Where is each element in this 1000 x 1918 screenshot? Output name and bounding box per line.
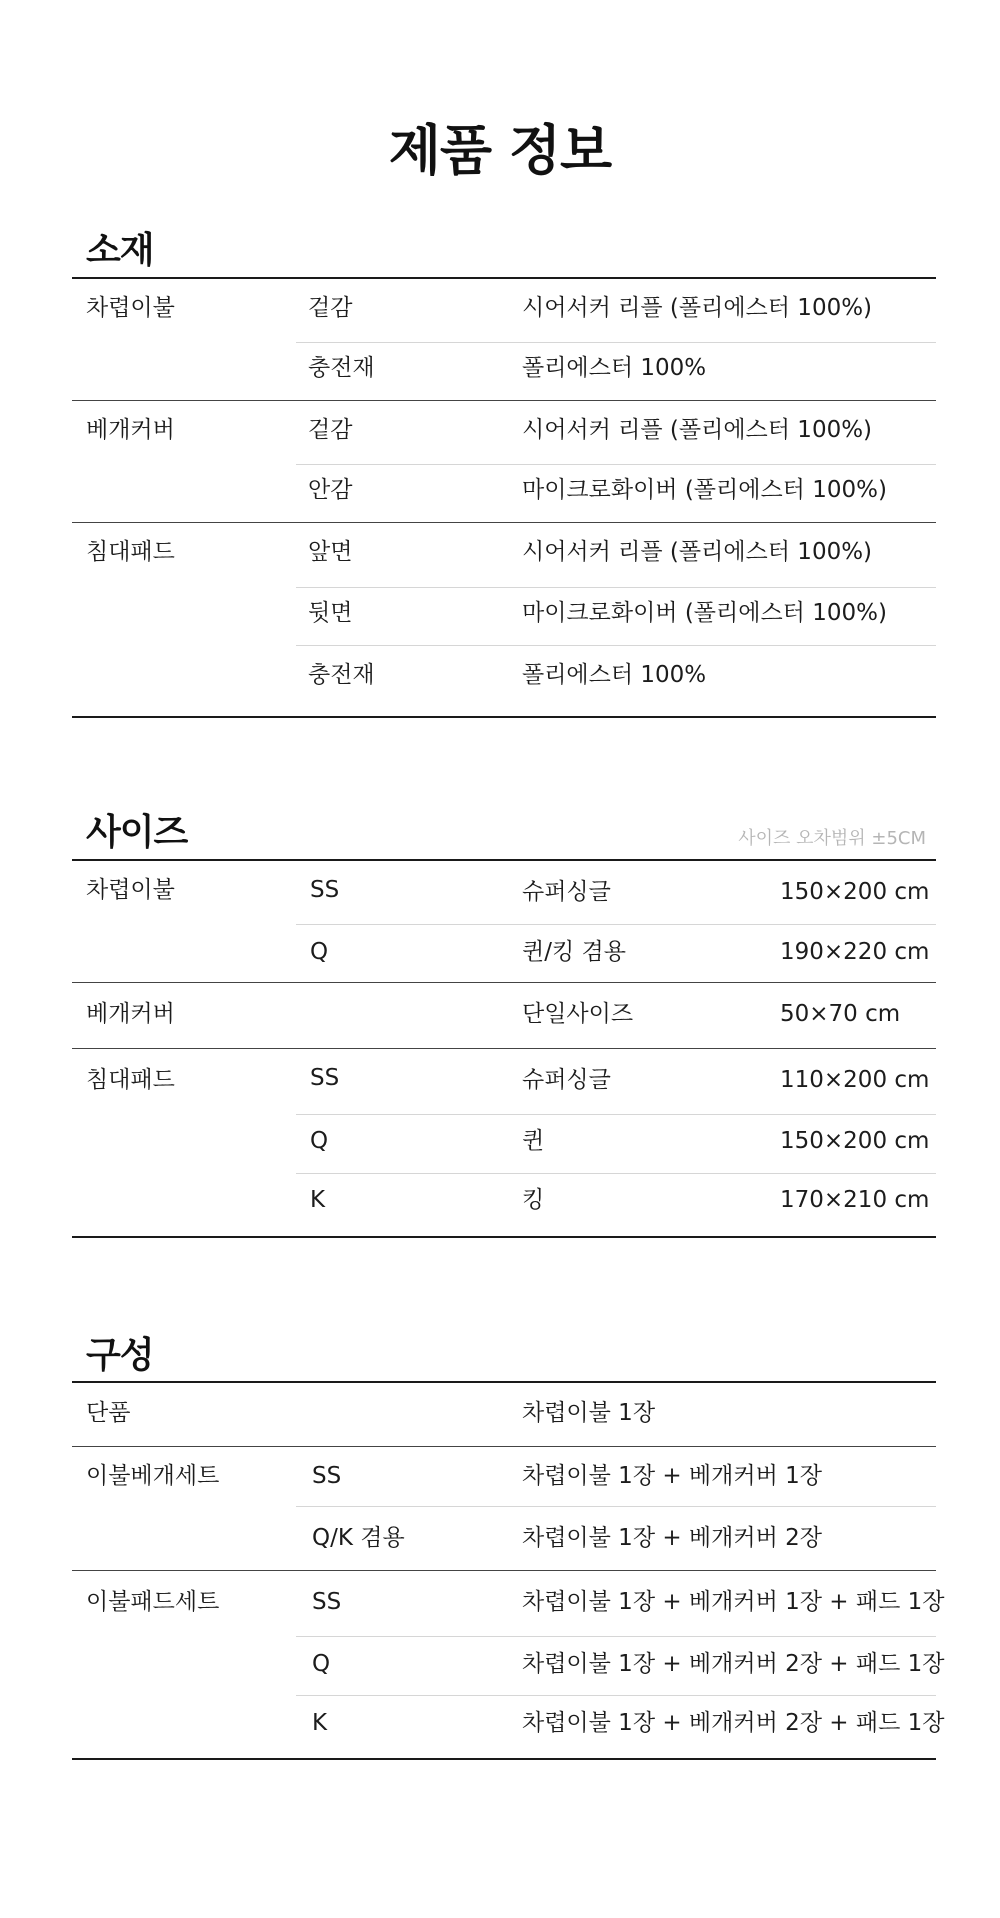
composition-group-name: 이불베개세트 — [86, 1463, 220, 1489]
material-value: 시어서커 리플 (폴리에스터 100%) — [522, 539, 873, 565]
material-group-name: 침대패드 — [86, 539, 175, 565]
composition-heading: 구성 — [86, 1335, 154, 1376]
composition-group-name: 단품 — [86, 1400, 131, 1426]
size-heading: 사이즈 — [86, 812, 188, 853]
size-group-name: 차렵이불 — [86, 877, 175, 903]
page-title: 제품 정보 — [388, 119, 612, 182]
divider — [296, 924, 936, 925]
divider — [296, 1695, 936, 1696]
divider — [296, 1114, 936, 1115]
divider — [72, 982, 936, 983]
composition-contents: 차렵이불 1장 — [522, 1400, 656, 1426]
size-label: 단일사이즈 — [522, 1001, 634, 1027]
size-code: SS — [310, 1065, 340, 1091]
material-value: 마이크로화이버 (폴리에스터 100%) — [522, 477, 887, 503]
divider — [296, 587, 936, 588]
size-code: SS — [310, 877, 340, 903]
size-code: Q — [310, 939, 329, 965]
divider — [72, 716, 936, 718]
size-label: 슈퍼싱글 — [522, 879, 611, 905]
divider — [72, 1570, 936, 1571]
material-value: 마이크로화이버 (폴리에스터 100%) — [522, 600, 887, 626]
material-group-name: 차렵이불 — [86, 295, 175, 321]
size-dims: 110×200 cm — [780, 1067, 930, 1093]
size-label: 킹 — [522, 1187, 545, 1213]
material-part: 충전재 — [308, 355, 375, 381]
composition-option: SS — [312, 1589, 342, 1615]
size-code: K — [310, 1187, 326, 1213]
size-tolerance-note: 사이즈 오차범위 ±5CM — [738, 828, 926, 849]
composition-option: K — [312, 1710, 328, 1736]
divider — [296, 1173, 936, 1174]
composition-contents: 차렵이불 1장 + 베개커버 2장 — [522, 1525, 822, 1551]
material-part: 앞면 — [308, 539, 353, 565]
divider — [72, 1236, 936, 1238]
divider — [72, 400, 936, 401]
size-code: Q — [310, 1128, 329, 1154]
divider — [72, 1048, 936, 1049]
divider — [72, 277, 936, 279]
divider — [296, 1636, 936, 1637]
material-part: 충전재 — [308, 662, 375, 688]
size-dims: 50×70 cm — [780, 1001, 901, 1027]
composition-contents: 차렵이불 1장 + 베개커버 2장 + 패드 1장 — [522, 1651, 945, 1677]
size-dims: 190×220 cm — [780, 939, 930, 965]
material-value: 폴리에스터 100% — [522, 662, 707, 688]
divider — [296, 464, 936, 465]
divider — [72, 1758, 936, 1760]
composition-option: SS — [312, 1463, 342, 1489]
size-dims: 150×200 cm — [780, 1128, 930, 1154]
size-dims: 170×210 cm — [780, 1187, 930, 1213]
material-heading: 소재 — [86, 230, 154, 271]
composition-group-name: 이불패드세트 — [86, 1589, 220, 1615]
divider — [296, 645, 936, 646]
size-dims: 150×200 cm — [780, 879, 930, 905]
size-label: 퀸/킹 겸용 — [522, 939, 626, 965]
divider — [72, 859, 936, 861]
composition-option: Q — [312, 1651, 331, 1677]
divider — [72, 522, 936, 523]
material-part: 겉감 — [308, 417, 353, 443]
divider — [72, 1381, 936, 1383]
size-label: 퀸 — [522, 1128, 545, 1154]
size-group-name: 침대패드 — [86, 1067, 175, 1093]
divider — [296, 1506, 936, 1507]
composition-contents: 차렵이불 1장 + 베개커버 2장 + 패드 1장 — [522, 1710, 945, 1736]
composition-contents: 차렵이불 1장 + 베개커버 1장 + 패드 1장 — [522, 1589, 945, 1615]
composition-contents: 차렵이불 1장 + 베개커버 1장 — [522, 1463, 822, 1489]
size-label: 슈퍼싱글 — [522, 1067, 611, 1093]
composition-option: Q/K 겸용 — [312, 1525, 405, 1551]
material-value: 시어서커 리플 (폴리에스터 100%) — [522, 295, 873, 321]
material-part: 겉감 — [308, 295, 353, 321]
material-part: 뒷면 — [308, 600, 353, 626]
size-group-name: 베개커버 — [86, 1001, 175, 1027]
material-part: 안감 — [308, 477, 353, 503]
material-value: 폴리에스터 100% — [522, 355, 707, 381]
divider — [296, 342, 936, 343]
material-group-name: 베개커버 — [86, 417, 175, 443]
divider — [72, 1446, 936, 1447]
material-value: 시어서커 리플 (폴리에스터 100%) — [522, 417, 873, 443]
